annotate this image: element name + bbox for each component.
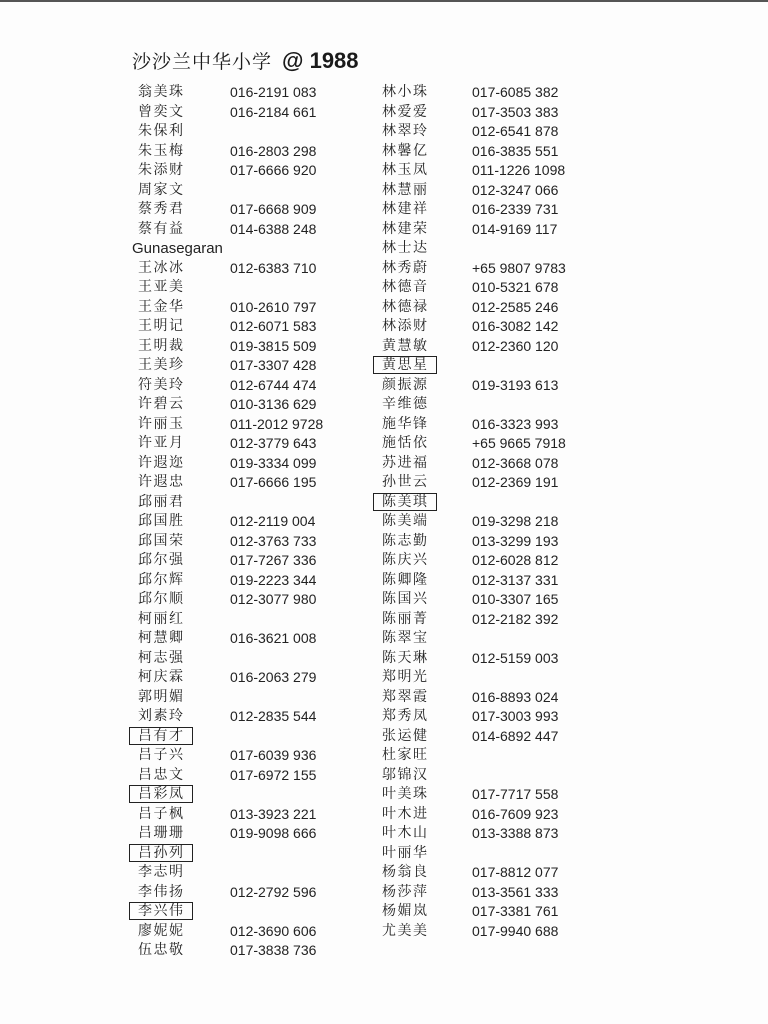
contact-name: 林德音: [382, 279, 429, 295]
contact-phone: 012-2585 246: [472, 298, 559, 315]
contact-name: 林建荣: [382, 220, 429, 237]
contact-name: 吕子兴: [138, 747, 185, 763]
contact-name: 叶美珠: [382, 786, 429, 802]
contact-phone: 016-2063 279: [230, 669, 317, 685]
contact-name: 许遐忠: [138, 474, 185, 490]
contact-name-boxed: 李兴伟: [129, 902, 193, 920]
contact-phone: 012-5159 003: [472, 649, 559, 666]
contact-name: 郭明媚: [138, 688, 185, 705]
contact-name: 施恬依: [382, 435, 429, 451]
contact-name: 郑翠霞: [382, 688, 429, 705]
contact-phone: 019-3298 218: [472, 513, 559, 529]
contact-phone: 016-7609 923: [472, 805, 559, 822]
contact-phone: 013-3299 193: [472, 532, 559, 549]
class-year: @ 1988: [282, 47, 359, 73]
contact-row: [372, 649, 672, 669]
contact-phone: 016-2184 661: [230, 103, 317, 120]
contact-phone: 016-8893 024: [472, 688, 559, 705]
contact-name: 邱尔顺: [138, 591, 185, 607]
contact-phone: 012-2835 544: [230, 708, 317, 724]
contact-phone: 012-2119 004: [230, 513, 316, 529]
contact-phone: 017-3838 736: [230, 942, 317, 958]
contact-name: 张运健: [382, 727, 429, 744]
contact-phone: 016-3621 008: [230, 630, 317, 646]
contact-row: [372, 707, 672, 727]
contact-phone: 012-3137 331: [472, 571, 559, 588]
contact-name: 许遐迩: [138, 454, 185, 471]
contact-name: 杨翁良: [382, 864, 429, 880]
contact-row: [372, 668, 672, 688]
contact-phone: 010-3307 165: [472, 591, 559, 607]
contact-name: 蔡秀君: [138, 201, 185, 217]
contact-name: 杨莎萍: [382, 883, 429, 900]
contact-name: 叶木山: [382, 825, 429, 841]
contact-phone: 012-6071 583: [230, 318, 317, 334]
contact-phone: 017-3003 993: [472, 708, 559, 724]
contact-row: [372, 122, 672, 142]
contact-name: 林建祥: [382, 201, 429, 217]
contact-row: [372, 824, 672, 844]
contact-row: [372, 590, 672, 610]
contact-phone: 019-2223 344: [230, 571, 317, 588]
contact-phone: 012-6541 878: [472, 123, 559, 139]
contact-name: 辛维德: [382, 396, 429, 412]
contact-phone: 012-3077 980: [230, 591, 317, 607]
contact-row: [372, 844, 672, 864]
contact-name-boxed: 黄思星: [373, 356, 437, 374]
contact-phone: 017-7717 558: [472, 786, 559, 802]
contact-phone: 012-2182 392: [472, 610, 559, 627]
contact-phone: 012-6383 710: [230, 259, 317, 276]
contact-name: 吕忠文: [138, 766, 185, 783]
page-title: [132, 47, 359, 75]
contact-phone: 017-6666 920: [230, 162, 317, 178]
contact-name: 孙世云: [382, 474, 429, 490]
contact-phone: 012-2369 191: [472, 474, 559, 490]
contact-phone: 017-3381 761: [472, 903, 559, 919]
contact-row: [372, 688, 672, 708]
contact-row: [372, 805, 672, 825]
contact-phone: 014-6388 248: [230, 220, 317, 237]
contact-phone: 017-8812 077: [472, 864, 559, 880]
contact-phone: 017-6668 909: [230, 201, 317, 217]
contact-name: 陈丽菁: [382, 610, 429, 627]
contact-row: [372, 239, 672, 259]
contact-row: [372, 83, 672, 103]
contact-phone: 012-3690 606: [230, 922, 317, 939]
contact-phone: +65 9807 9783: [472, 259, 566, 276]
contact-name: 苏进福: [382, 454, 429, 471]
contact-name: 王明裁: [138, 337, 185, 354]
contact-name: 陈庆兴: [382, 552, 429, 568]
contact-phone: 019-9098 666: [230, 825, 317, 841]
contact-row: [372, 181, 672, 201]
contact-name: 林玉凤: [382, 162, 429, 178]
contact-row: [128, 941, 428, 961]
contact-row: [372, 493, 672, 513]
contact-name: 黄慧敏: [382, 337, 429, 354]
contact-phone: 017-6972 155: [230, 766, 317, 783]
contact-name: 施华锋: [382, 415, 429, 432]
contact-name: Gunasegaran: [132, 240, 223, 257]
contact-phone: 013-3923 221: [230, 805, 317, 822]
contact-name: 林翠玲: [382, 123, 429, 139]
contact-phone: 011-2012 9728: [230, 415, 324, 432]
contact-name: 朱玉梅: [138, 142, 185, 159]
contact-name: 伍忠敬: [138, 942, 185, 958]
contact-row: [372, 317, 672, 337]
contact-row: [372, 610, 672, 630]
contact-phone: 011-1226 1098: [472, 162, 566, 178]
contact-phone: 012-3668 078: [472, 454, 559, 471]
contact-name: 许亚月: [138, 435, 185, 451]
contact-row: [372, 103, 672, 123]
contact-name: 王美珍: [138, 357, 185, 373]
contact-phone: 012-3247 066: [472, 181, 559, 198]
contact-name: 邱国荣: [138, 532, 185, 549]
contact-name-boxed: 吕有才: [129, 727, 193, 745]
contact-phone: 017-3307 428: [230, 357, 317, 373]
contact-phone: 013-3388 873: [472, 825, 559, 841]
contact-name: 陈天琳: [382, 649, 429, 666]
contact-name: 柯慧卿: [138, 630, 185, 646]
contact-phone: 012-2360 120: [472, 337, 559, 354]
contact-phone: 010-2610 797: [230, 298, 317, 315]
contact-name: 陈美端: [382, 513, 429, 529]
contact-phone: 016-2803 298: [230, 142, 317, 159]
contact-name: 周家文: [138, 181, 185, 198]
contact-row: [372, 415, 672, 435]
contact-row: [372, 142, 672, 162]
contact-phone: 016-3323 993: [472, 415, 559, 432]
contact-name: 林慧丽: [382, 181, 429, 198]
contact-name: 王明记: [138, 318, 185, 334]
contact-name-boxed: 陈美琪: [373, 493, 437, 511]
contact-phone: 014-9169 117: [472, 220, 558, 237]
contact-name: 刘素玲: [138, 708, 185, 724]
contact-phone: 017-3503 383: [472, 103, 559, 120]
contact-name: 林爱爱: [382, 103, 429, 120]
contact-name: 蔡有益: [138, 220, 185, 237]
contact-phone: 012-3763 733: [230, 532, 317, 549]
contact-name: 李志明: [138, 864, 185, 880]
contact-name: 邱尔辉: [138, 571, 185, 588]
contact-row: [372, 200, 672, 220]
contact-row: [372, 571, 672, 591]
contact-name: 邱尔强: [138, 552, 185, 568]
contact-row: [372, 766, 672, 786]
contact-row: [372, 512, 672, 532]
contact-row: [372, 259, 672, 279]
contact-row: [372, 298, 672, 318]
contact-row: [372, 922, 672, 942]
contact-phone: 017-9940 688: [472, 922, 559, 939]
contact-name: 柯丽红: [138, 610, 185, 627]
contact-name: 许丽玉: [138, 415, 185, 432]
contact-row: [372, 278, 672, 298]
contact-row: [372, 746, 672, 766]
contact-name: 陈卿隆: [382, 571, 429, 588]
contact-name: 曾奕文: [138, 103, 185, 120]
contact-name: 柯庆霖: [138, 669, 185, 685]
contact-row: [372, 902, 672, 922]
contact-row: [372, 376, 672, 396]
contact-row: [372, 863, 672, 883]
contact-row: [372, 883, 672, 903]
page-top-border: [0, 0, 768, 2]
contact-phone: 016-2191 083: [230, 84, 317, 100]
contact-row: [372, 395, 672, 415]
contact-phone: 019-3193 613: [472, 376, 559, 393]
contact-row: [372, 220, 672, 240]
contact-name: 邬锦汉: [382, 766, 429, 783]
contact-phone: 017-6039 936: [230, 747, 317, 763]
contact-name: 林小珠: [382, 84, 429, 100]
contact-row: [372, 161, 672, 181]
contact-row: [372, 551, 672, 571]
contact-name: 柯志强: [138, 649, 185, 666]
contact-phone: 016-3082 142: [472, 318, 559, 334]
contact-phone: 019-3334 099: [230, 454, 317, 471]
contact-phone: 017-7267 336: [230, 552, 317, 568]
contact-name: 尤美美: [382, 922, 429, 939]
contact-phone: 010-3136 629: [230, 396, 317, 412]
contact-row: [372, 629, 672, 649]
contact-name: 符美玲: [138, 376, 185, 393]
contact-name: 郑秀凤: [382, 708, 429, 724]
contact-name: 廖妮妮: [138, 922, 185, 939]
contact-name: 王冰冰: [138, 259, 185, 276]
contact-name: 朱添财: [138, 162, 185, 178]
contact-name: 朱保利: [138, 123, 185, 139]
contact-phone: 017-6666 195: [230, 474, 317, 490]
contact-phone: 019-3815 509: [230, 337, 317, 354]
contact-name: 杨媚岚: [382, 903, 429, 919]
contact-row: [372, 337, 672, 357]
contact-row: [372, 532, 672, 552]
contact-phone: +65 9665 7918: [472, 435, 566, 451]
contact-name-boxed: 吕彩凤: [129, 785, 193, 803]
contact-name: 林德禄: [382, 298, 429, 315]
contact-name: 翁美珠: [138, 84, 185, 100]
contact-name: 陈志勤: [382, 532, 429, 549]
contact-phone: 016-2339 731: [472, 201, 559, 217]
contact-name: 邱国胜: [138, 513, 185, 529]
contact-name: 叶木进: [382, 805, 429, 822]
contact-row: [372, 356, 672, 376]
contact-phone: 012-6744 474: [230, 376, 317, 393]
contact-phone: 012-6028 812: [472, 552, 559, 568]
contact-name: 杜家旺: [382, 747, 429, 763]
contact-name: 林秀蔚: [382, 259, 429, 276]
contact-name: 许碧云: [138, 396, 185, 412]
contact-name: 吕子枫: [138, 805, 185, 822]
right-directory-column: [372, 83, 672, 941]
contact-phone: 017-6085 382: [472, 84, 559, 100]
contact-name: 陈国兴: [382, 591, 429, 607]
contact-phone: 012-3779 643: [230, 435, 317, 451]
contact-name: 陈翠宝: [382, 630, 429, 646]
contact-name: 吕珊珊: [138, 825, 185, 841]
contact-row: [372, 785, 672, 805]
contact-row: [372, 727, 672, 747]
contact-phone: 016-3835 551: [472, 142, 559, 159]
contact-row: [372, 473, 672, 493]
contact-name: 王亚美: [138, 279, 185, 295]
contact-name: 林士达: [382, 240, 429, 256]
contact-name: 郑明光: [382, 669, 429, 685]
contact-name: 林馨亿: [382, 142, 429, 159]
contact-name: 李伟扬: [138, 883, 185, 900]
contact-row: [372, 454, 672, 474]
contact-name: 叶丽华: [382, 844, 429, 861]
contact-name: 王金华: [138, 298, 185, 315]
contact-name: 颜振源: [382, 376, 429, 393]
contact-phone: 014-6892 447: [472, 727, 559, 744]
contact-name: 林添财: [382, 318, 429, 334]
contact-name-boxed: 吕孙列: [129, 844, 193, 862]
contact-row: [372, 434, 672, 454]
school-name: 沙沙兰中华小学: [132, 51, 273, 73]
contact-name: 邱丽君: [138, 493, 185, 510]
contact-phone: 012-2792 596: [230, 883, 317, 900]
contact-phone: 013-3561 333: [472, 883, 559, 900]
contact-phone: 010-5321 678: [472, 279, 559, 295]
